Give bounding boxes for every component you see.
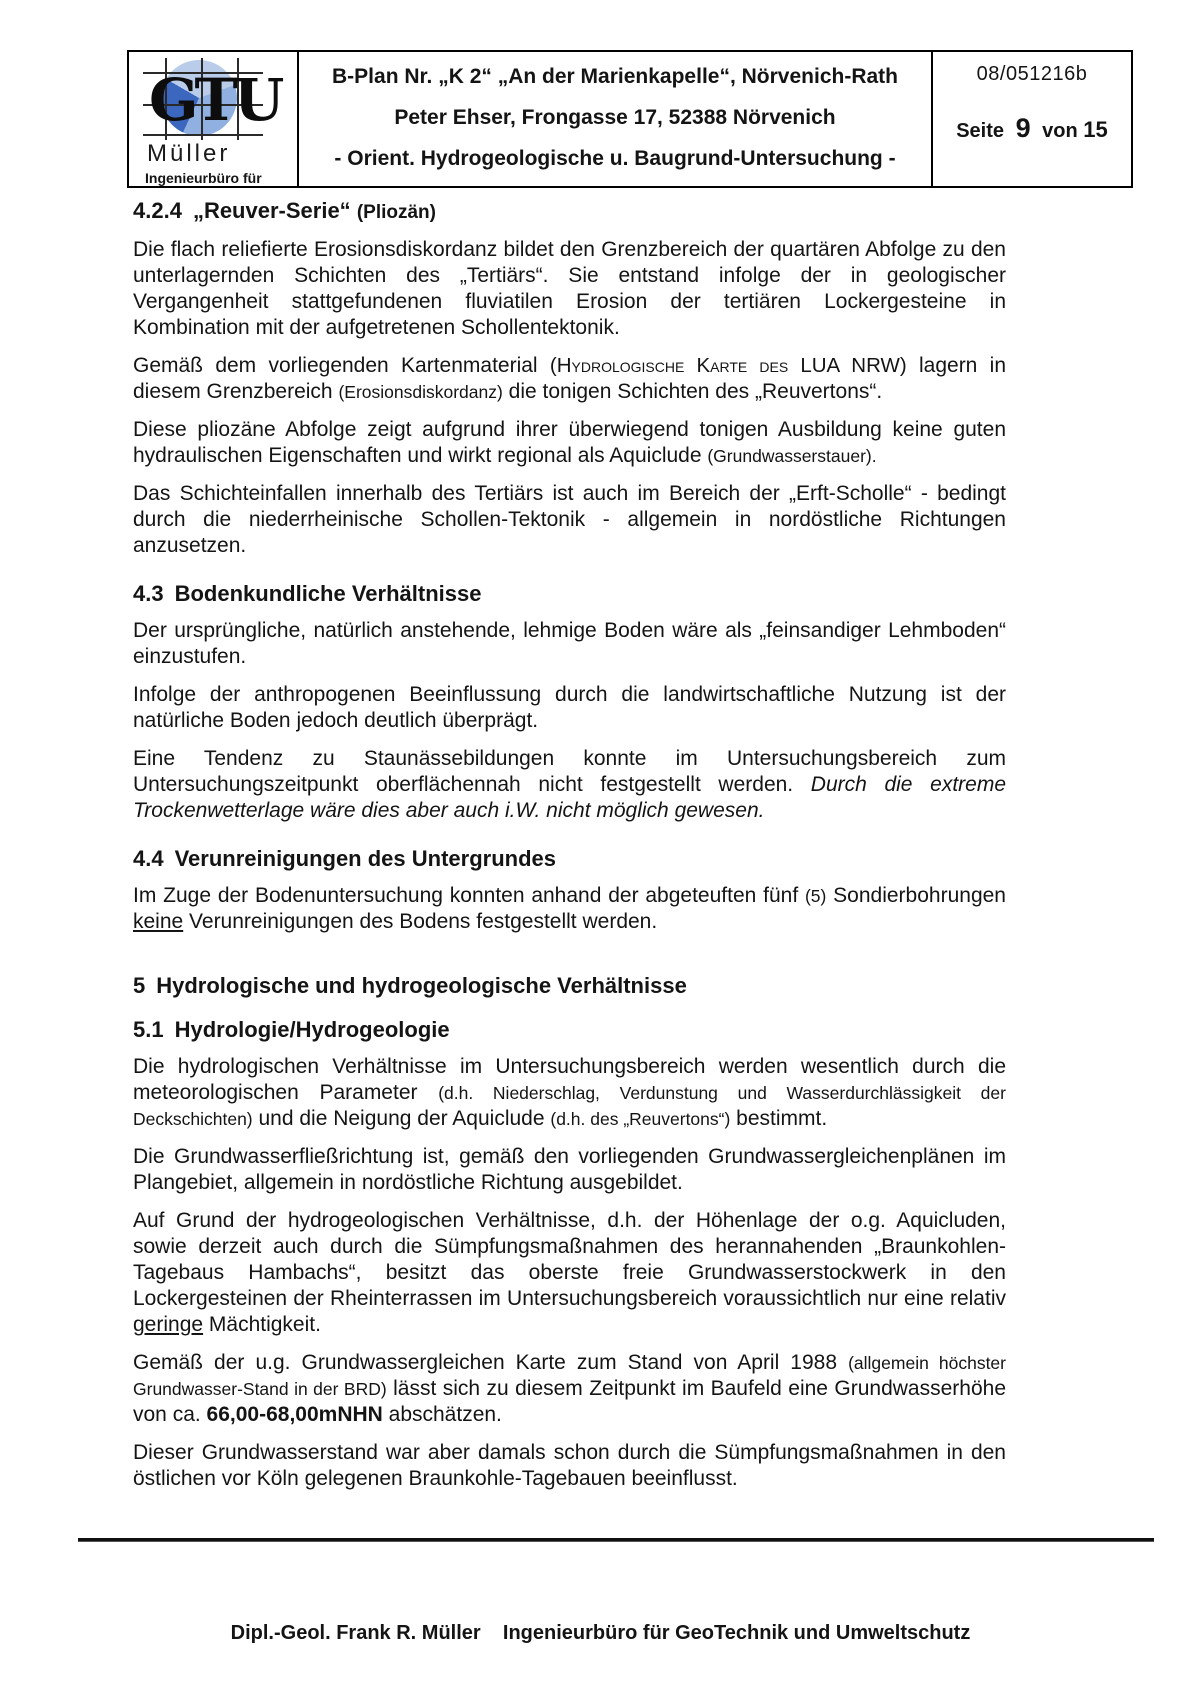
parenthetical-segment: (d.h. Niederschlag, Verdunstung und Wasserdurchlässigkeit der Deckschichten) (133, 1083, 1006, 1129)
parenthetical-segment: (5) (804, 886, 827, 906)
client-line: Peter Ehser, Frongasse 17, 52388 Nörvenich (394, 106, 836, 129)
footer-company-line: Dipl.-Geol. Frank R. Müller Ingenieurbüro für GeoTechnik und Umweltschutz (230, 1622, 971, 1644)
paragraph: Das Schichteinfallen innerhalb des Tertiärs ist auch im Bereich der „Erft-Scholle“ - bedingt durch die niederrheinische Schollen-Tektonik - allgemein in nordöstliche Richtungen anzusetzen. (133, 482, 1006, 557)
heading-number: 4.3 (133, 581, 164, 606)
company-logo (129, 52, 299, 186)
logo-subtitle-line: Ingenieurbüro für (145, 170, 262, 186)
text-segment: Verunreinigungen des Bodens festgestellt werden. (183, 910, 658, 933)
heading-title: Hydrologische und hydrogeologische Verhältnisse (156, 973, 687, 998)
logo-company-name: Müller (147, 140, 231, 167)
header-title-block (299, 52, 931, 186)
text-segment: bestimmt. (730, 1107, 828, 1130)
heading-title: Verunreinigungen des Untergrundes (174, 846, 556, 871)
report-footer (0, 1568, 1201, 1700)
heading-number: 5 (133, 973, 146, 998)
heading-title: Bodenkundliche Verhältnisse (174, 581, 482, 606)
page-total: 15 (1083, 117, 1108, 142)
section-heading-5 (133, 973, 1006, 999)
paragraph (133, 746, 1006, 824)
text-segment: Auf Grund der hydrogeologischen Verhältnisse, d.h. der Höhenlage der o.g. Aquicluden, sowie derzeit auch durch die Sümpfungsmaßnahmen des herannahenden „Braunkohlen-Tagebaus Hambachs“, besitzt das oberste freie Grundwasserstockwerk in den Lockergesteinen der Rheinterrassen im Untersuchungsbereich voraussichtlich nur eine relativ (133, 1209, 1006, 1310)
page-indicator (933, 113, 1131, 144)
project-title: B-Plan Nr. „K 2“ „An der Marienkapelle“, Nörvenich-Rath (332, 65, 898, 88)
parenthetical-segment: (d.h. des „Reuvertons“) (550, 1109, 731, 1129)
paragraph (133, 1054, 1006, 1132)
section-heading-4-4 (133, 846, 1006, 872)
paragraph: Der ursprüngliche, natürlich anstehende, lehmige Boden wäre als „feinsandiger Lehmboden“ einzustufen. (133, 619, 1006, 668)
header-meta-block (931, 52, 1131, 186)
page-current: 9 (1015, 113, 1031, 143)
paragraph (133, 1208, 1006, 1338)
document-number: 08/051216b (976, 63, 1088, 85)
page-of-word: von (1042, 120, 1078, 142)
paragraph: Die Grundwasserfließrichtung ist, gemäß den vorliegenden Grundwassergleichenplänen im Plangebiet, allgemein in nordöstliche Richtung ausgebildet. (133, 1145, 1006, 1194)
report-type-line: - Orient. Hydrogeologische u. Baugrund-Untersuchung - (334, 147, 896, 170)
text-segment: Gemäß der u.g. Grundwassergleichen Karte zum Stand von April 1988 (133, 1351, 849, 1374)
document-body (133, 198, 1006, 1504)
heading-number: 5.1 (133, 1017, 164, 1042)
logo-subtitle (145, 170, 291, 186)
logo-acronym: GTU (149, 66, 281, 134)
report-header (127, 50, 1133, 188)
paragraph (133, 1350, 1006, 1428)
parenthetical-segment: (allgemein höchster Grundwasser-Stand in der BRD) (133, 1353, 1006, 1399)
smallcaps-segment: (Hydrologische Karte des LUA NRW) (549, 354, 907, 377)
text-segment: Im Zuge der Bodenuntersuchung konnten anhand der abgeteuften fünf (133, 884, 805, 907)
underlined-segment: geringe (133, 1313, 204, 1336)
italic-segment: Durch die extreme Trockenwetterlage wäre dies aber auch i.W. nicht möglich gewesen. (133, 773, 1006, 822)
heading-suffix: (Pliozän) (356, 202, 436, 223)
text-segment: lagern in diesem Grenzbereich (133, 354, 1007, 403)
parenthetical-segment: (Grundwasserstauer). (707, 446, 877, 466)
underlined-segment: keine (133, 910, 184, 933)
text-segment: Sondierbohrungen (826, 884, 1006, 907)
text-segment: Die hydrologischen Verhältnisse im Untersuchungsbereich werden wesentlich durch die meteorologischen Parameter (133, 1055, 1006, 1104)
section-heading-4-2-4 (133, 198, 1006, 226)
text-segment: die tonigen Schichten des „Reuvertons“. (502, 380, 883, 403)
paragraph: Die flach reliefierte Erosionsdiskordanz bildet den Grenzbereich der quartären Abfolge zu den unterlagernden Schichten des „Tertiärs“. Sie entstand infolge der in geologischer Vergangenheit stattgefundenen fluviatilen Erosion der tertiären Lockergesteine in Kombination mit der aufgetretenen Schollentektonik. (133, 238, 1006, 339)
text-segment: Mächtigkeit. (203, 1313, 321, 1336)
page-label: Seite (956, 120, 1005, 142)
text-segment: abschätzen. (382, 1403, 502, 1426)
heading-title: „Reuver-Serie“ (192, 198, 351, 223)
section-heading-4-3 (133, 581, 1006, 607)
parenthetical-segment: (Erosionsdiskordanz) (338, 382, 503, 402)
text-segment: und die Neigung der Aquiclude (252, 1107, 551, 1130)
heading-title: Hydrologie/Hydrogeologie (174, 1017, 450, 1042)
gtu-logo-icon (139, 58, 281, 142)
heading-number: 4.2.4 (133, 198, 182, 223)
paragraph: Infolge der anthropogenen Beeinflussung durch die landwirtschaftliche Nutzung ist der natürliche Boden jedoch deutlich überprägt. (133, 683, 1006, 732)
text-segment: Diese pliozäne Abfolge zeigt aufgrund ihrer überwiegend tonigen Ausbildung keine guten hydraulischen Eigenschaften und wirkt regional als Aquiclude (133, 418, 1006, 467)
footer-rule (78, 1538, 1154, 1542)
bold-value-segment: 66,00-68,00mNHN (206, 1403, 383, 1426)
section-heading-5-1 (133, 1017, 1006, 1043)
paragraph (133, 883, 1006, 935)
paragraph (133, 417, 1006, 469)
text-segment: Eine Tendenz zu Staunässebildungen konnte im Untersuchungsbereich zum Untersuchungszeitpunkt oberflächennah nicht festgestellt werden. (133, 747, 1006, 796)
text-segment: lässt sich zu diesem Zeitpunkt im Baufeld eine Grundwasserhöhe von ca. (133, 1377, 1006, 1426)
paragraph: Dieser Grundwasserstand war aber damals schon durch die Sümpfungsmaßnahmen in den östlichen vor Köln gelegenen Braunkohle-Tagebauen beeinflusst. (133, 1441, 1006, 1490)
text-segment: Gemäß dem vorliegenden Kartenmaterial (133, 354, 550, 377)
heading-number: 4.4 (133, 846, 164, 871)
paragraph (133, 353, 1006, 405)
